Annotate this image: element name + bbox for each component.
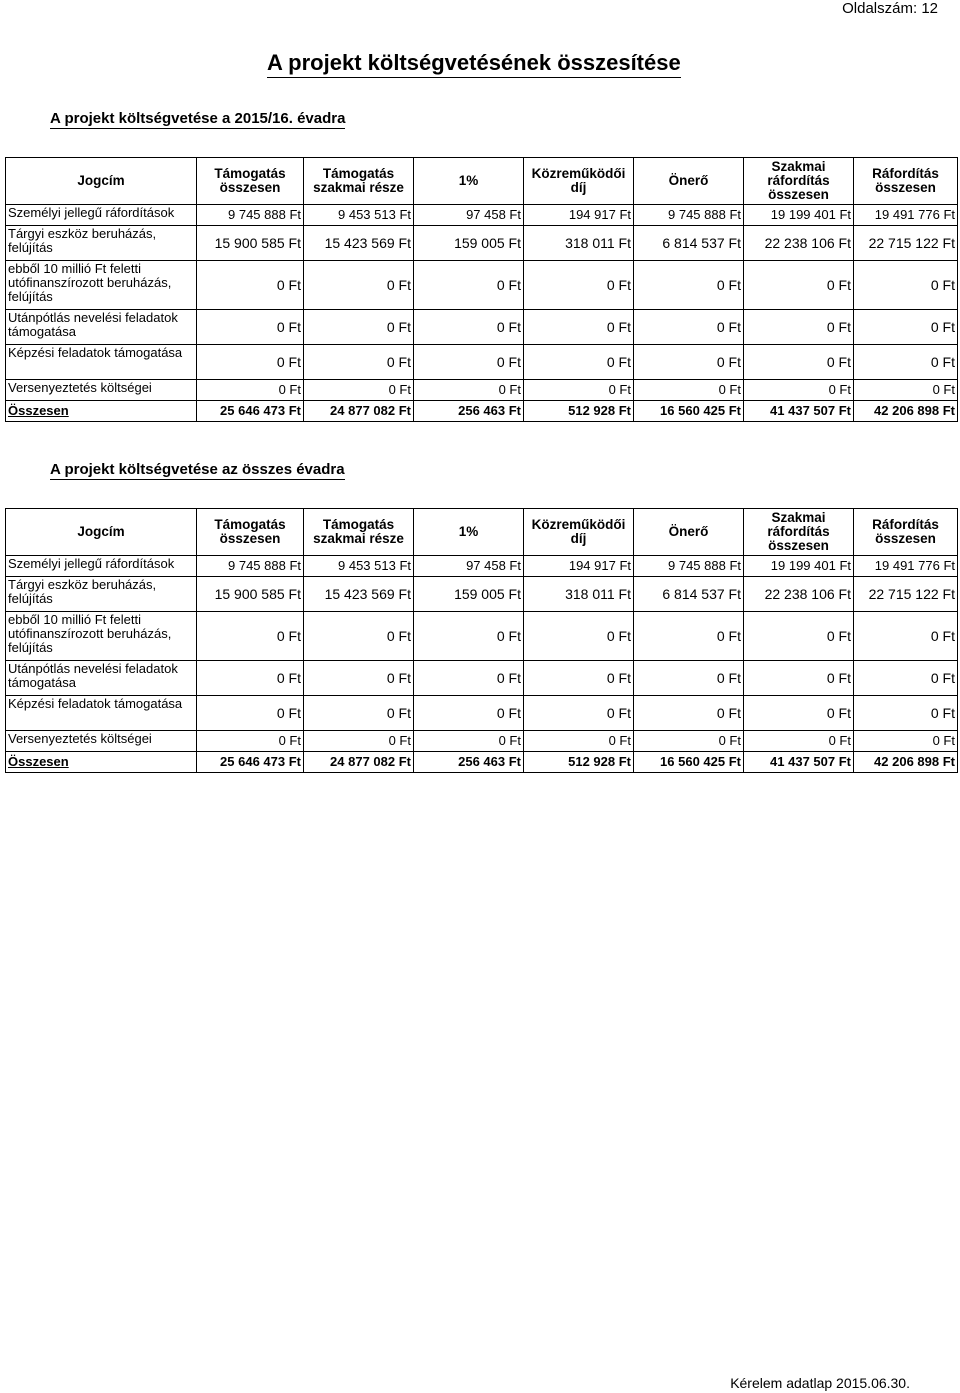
row-label: Tárgyi eszköz beruházás, felújítás [6, 226, 197, 261]
cell-value: 0 Ft [304, 261, 414, 310]
budget-table-season [5, 157, 958, 422]
col-header: Támogatás összesen [197, 158, 304, 205]
cell-value: 0 Ft [634, 261, 744, 310]
cell-value: 97 458 Ft [414, 556, 524, 577]
cell-value: 41 437 507 Ft [744, 752, 854, 773]
cell-value: 0 Ft [854, 345, 958, 380]
cell-value: 0 Ft [524, 661, 634, 696]
cell-value: 0 Ft [304, 731, 414, 752]
cell-value: 0 Ft [854, 310, 958, 345]
cell-value: 0 Ft [414, 612, 524, 661]
cell-value: 0 Ft [304, 612, 414, 661]
cell-value: 0 Ft [414, 261, 524, 310]
cell-value: 15 423 569 Ft [304, 226, 414, 261]
budget-table-all-seasons [5, 508, 958, 773]
cell-value: 16 560 425 Ft [634, 752, 744, 773]
cell-value: 0 Ft [634, 661, 744, 696]
cell-value: 0 Ft [304, 380, 414, 401]
cell-value: 0 Ft [414, 345, 524, 380]
cell-value: 194 917 Ft [524, 556, 634, 577]
cell-value: 0 Ft [197, 612, 304, 661]
cell-value: 0 Ft [524, 310, 634, 345]
cell-value: 0 Ft [744, 261, 854, 310]
cell-value: 0 Ft [854, 661, 958, 696]
cell-value: 0 Ft [524, 696, 634, 731]
cell-value: 9 745 888 Ft [197, 556, 304, 577]
cell-value: 0 Ft [854, 261, 958, 310]
cell-value: 0 Ft [304, 310, 414, 345]
cell-value: 0 Ft [414, 380, 524, 401]
cell-value: 0 Ft [197, 380, 304, 401]
footer-text: Kérelem adatlap 2015.06.30. [730, 1375, 910, 1391]
cell-value: 194 917 Ft [524, 205, 634, 226]
cell-value: 256 463 Ft [414, 401, 524, 422]
section-title-all-seasons: A projekt költségvetése az összes évadra [50, 461, 345, 478]
cell-value: 9 453 513 Ft [304, 556, 414, 577]
row-label: Összesen [6, 401, 197, 422]
cell-value: 159 005 Ft [414, 226, 524, 261]
cell-value: 42 206 898 Ft [854, 401, 958, 422]
cell-value: 15 900 585 Ft [197, 577, 304, 612]
cell-value: 0 Ft [744, 612, 854, 661]
cell-value: 0 Ft [304, 661, 414, 696]
total-row [6, 401, 958, 422]
cell-value: 0 Ft [744, 380, 854, 401]
page-title: A projekt költségvetésének összesítése [267, 50, 681, 78]
row-label: Tárgyi eszköz beruházás, felújítás [6, 577, 197, 612]
cell-value: 25 646 473 Ft [197, 401, 304, 422]
cell-value: 0 Ft [634, 345, 744, 380]
row-label: Személyi jellegű ráfordítások [6, 556, 197, 577]
header-row [6, 509, 958, 556]
cell-value: 97 458 Ft [414, 205, 524, 226]
col-header: Ráfordítás összesen [854, 509, 958, 556]
cell-value: 15 423 569 Ft [304, 577, 414, 612]
cell-value: 0 Ft [854, 696, 958, 731]
table-row [6, 205, 958, 226]
cell-value: 42 206 898 Ft [854, 752, 958, 773]
table-row [6, 345, 958, 380]
cell-value: 0 Ft [197, 261, 304, 310]
cell-value: 318 011 Ft [524, 226, 634, 261]
cell-value: 22 238 106 Ft [744, 226, 854, 261]
cell-value: 0 Ft [744, 696, 854, 731]
cell-value: 9 745 888 Ft [634, 556, 744, 577]
row-label: ebből 10 millió Ft feletti utófinanszírozott beruházás, felújítás [6, 612, 197, 661]
table-row [6, 696, 958, 731]
cell-value: 0 Ft [744, 310, 854, 345]
cell-value: 0 Ft [197, 345, 304, 380]
col-header: Szakmai ráfordítás összesen [744, 158, 854, 205]
col-header: 1% [414, 158, 524, 205]
row-label: ebből 10 millió Ft feletti utófinanszírozott beruházás, felújítás [6, 261, 197, 310]
cell-value: 0 Ft [744, 661, 854, 696]
table-row [6, 577, 958, 612]
table-row [6, 226, 958, 261]
cell-value: 0 Ft [304, 696, 414, 731]
cell-value: 25 646 473 Ft [197, 752, 304, 773]
cell-value: 0 Ft [304, 345, 414, 380]
cell-value: 0 Ft [634, 380, 744, 401]
cell-value: 6 814 537 Ft [634, 577, 744, 612]
row-label: Összesen [6, 752, 197, 773]
cell-value: 0 Ft [634, 310, 744, 345]
row-label: Képzési feladatok támogatása [6, 345, 197, 380]
cell-value: 512 928 Ft [524, 401, 634, 422]
cell-value: 22 238 106 Ft [744, 577, 854, 612]
cell-value: 24 877 082 Ft [304, 752, 414, 773]
cell-value: 22 715 122 Ft [854, 577, 958, 612]
cell-value: 0 Ft [634, 612, 744, 661]
header-row [6, 158, 958, 205]
cell-value: 512 928 Ft [524, 752, 634, 773]
cell-value: 256 463 Ft [414, 752, 524, 773]
cell-value: 0 Ft [524, 380, 634, 401]
cell-value: 0 Ft [524, 731, 634, 752]
cell-value: 41 437 507 Ft [744, 401, 854, 422]
cell-value: 19 199 401 Ft [744, 556, 854, 577]
cell-value: 0 Ft [197, 310, 304, 345]
cell-value: 0 Ft [854, 731, 958, 752]
total-row [6, 752, 958, 773]
table-row [6, 556, 958, 577]
cell-value: 0 Ft [197, 696, 304, 731]
cell-value: 9 745 888 Ft [197, 205, 304, 226]
cell-value: 318 011 Ft [524, 577, 634, 612]
page-number: Oldalszám: 12 [842, 0, 938, 17]
row-label: Versenyeztetés költségei [6, 731, 197, 752]
col-header: Támogatás szakmai része [304, 509, 414, 556]
col-header: Önerő [634, 158, 744, 205]
cell-value: 16 560 425 Ft [634, 401, 744, 422]
table-row [6, 380, 958, 401]
cell-value: 9 745 888 Ft [634, 205, 744, 226]
row-label: Képzési feladatok támogatása [6, 696, 197, 731]
cell-value: 0 Ft [744, 731, 854, 752]
col-header: Szakmai ráfordítás összesen [744, 509, 854, 556]
cell-value: 0 Ft [524, 261, 634, 310]
table-row [6, 661, 958, 696]
cell-value: 0 Ft [854, 612, 958, 661]
cell-value: 9 453 513 Ft [304, 205, 414, 226]
section-title-season: A projekt költségvetése a 2015/16. évadra [50, 110, 346, 127]
table-row [6, 731, 958, 752]
cell-value: 22 715 122 Ft [854, 226, 958, 261]
cell-value: 0 Ft [414, 731, 524, 752]
row-label: Utánpótlás nevelési feladatok támogatása [6, 310, 197, 345]
table-row [6, 310, 958, 345]
col-header: Közreműködői díj [524, 158, 634, 205]
cell-value: 0 Ft [414, 661, 524, 696]
cell-value: 0 Ft [414, 310, 524, 345]
col-header: Önerő [634, 509, 744, 556]
cell-value: 0 Ft [414, 696, 524, 731]
row-label: Személyi jellegű ráfordítások [6, 205, 197, 226]
cell-value: 19 199 401 Ft [744, 205, 854, 226]
cell-value: 0 Ft [524, 345, 634, 380]
table-row [6, 261, 958, 310]
cell-value: 0 Ft [854, 380, 958, 401]
col-header: 1% [414, 509, 524, 556]
cell-value: 15 900 585 Ft [197, 226, 304, 261]
cell-value: 0 Ft [634, 696, 744, 731]
col-header: Jogcím [6, 158, 197, 205]
cell-value: 6 814 537 Ft [634, 226, 744, 261]
table-row [6, 612, 958, 661]
cell-value: 19 491 776 Ft [854, 556, 958, 577]
cell-value: 0 Ft [524, 612, 634, 661]
cell-value: 159 005 Ft [414, 577, 524, 612]
row-label: Versenyeztetés költségei [6, 380, 197, 401]
col-header: Közreműködői díj [524, 509, 634, 556]
col-header: Támogatás összesen [197, 509, 304, 556]
cell-value: 0 Ft [197, 731, 304, 752]
col-header: Támogatás szakmai része [304, 158, 414, 205]
cell-value: 0 Ft [197, 661, 304, 696]
col-header: Ráfordítás összesen [854, 158, 958, 205]
cell-value: 19 491 776 Ft [854, 205, 958, 226]
cell-value: 0 Ft [634, 731, 744, 752]
row-label: Utánpótlás nevelési feladatok támogatása [6, 661, 197, 696]
col-header: Jogcím [6, 509, 197, 556]
cell-value: 24 877 082 Ft [304, 401, 414, 422]
cell-value: 0 Ft [744, 345, 854, 380]
